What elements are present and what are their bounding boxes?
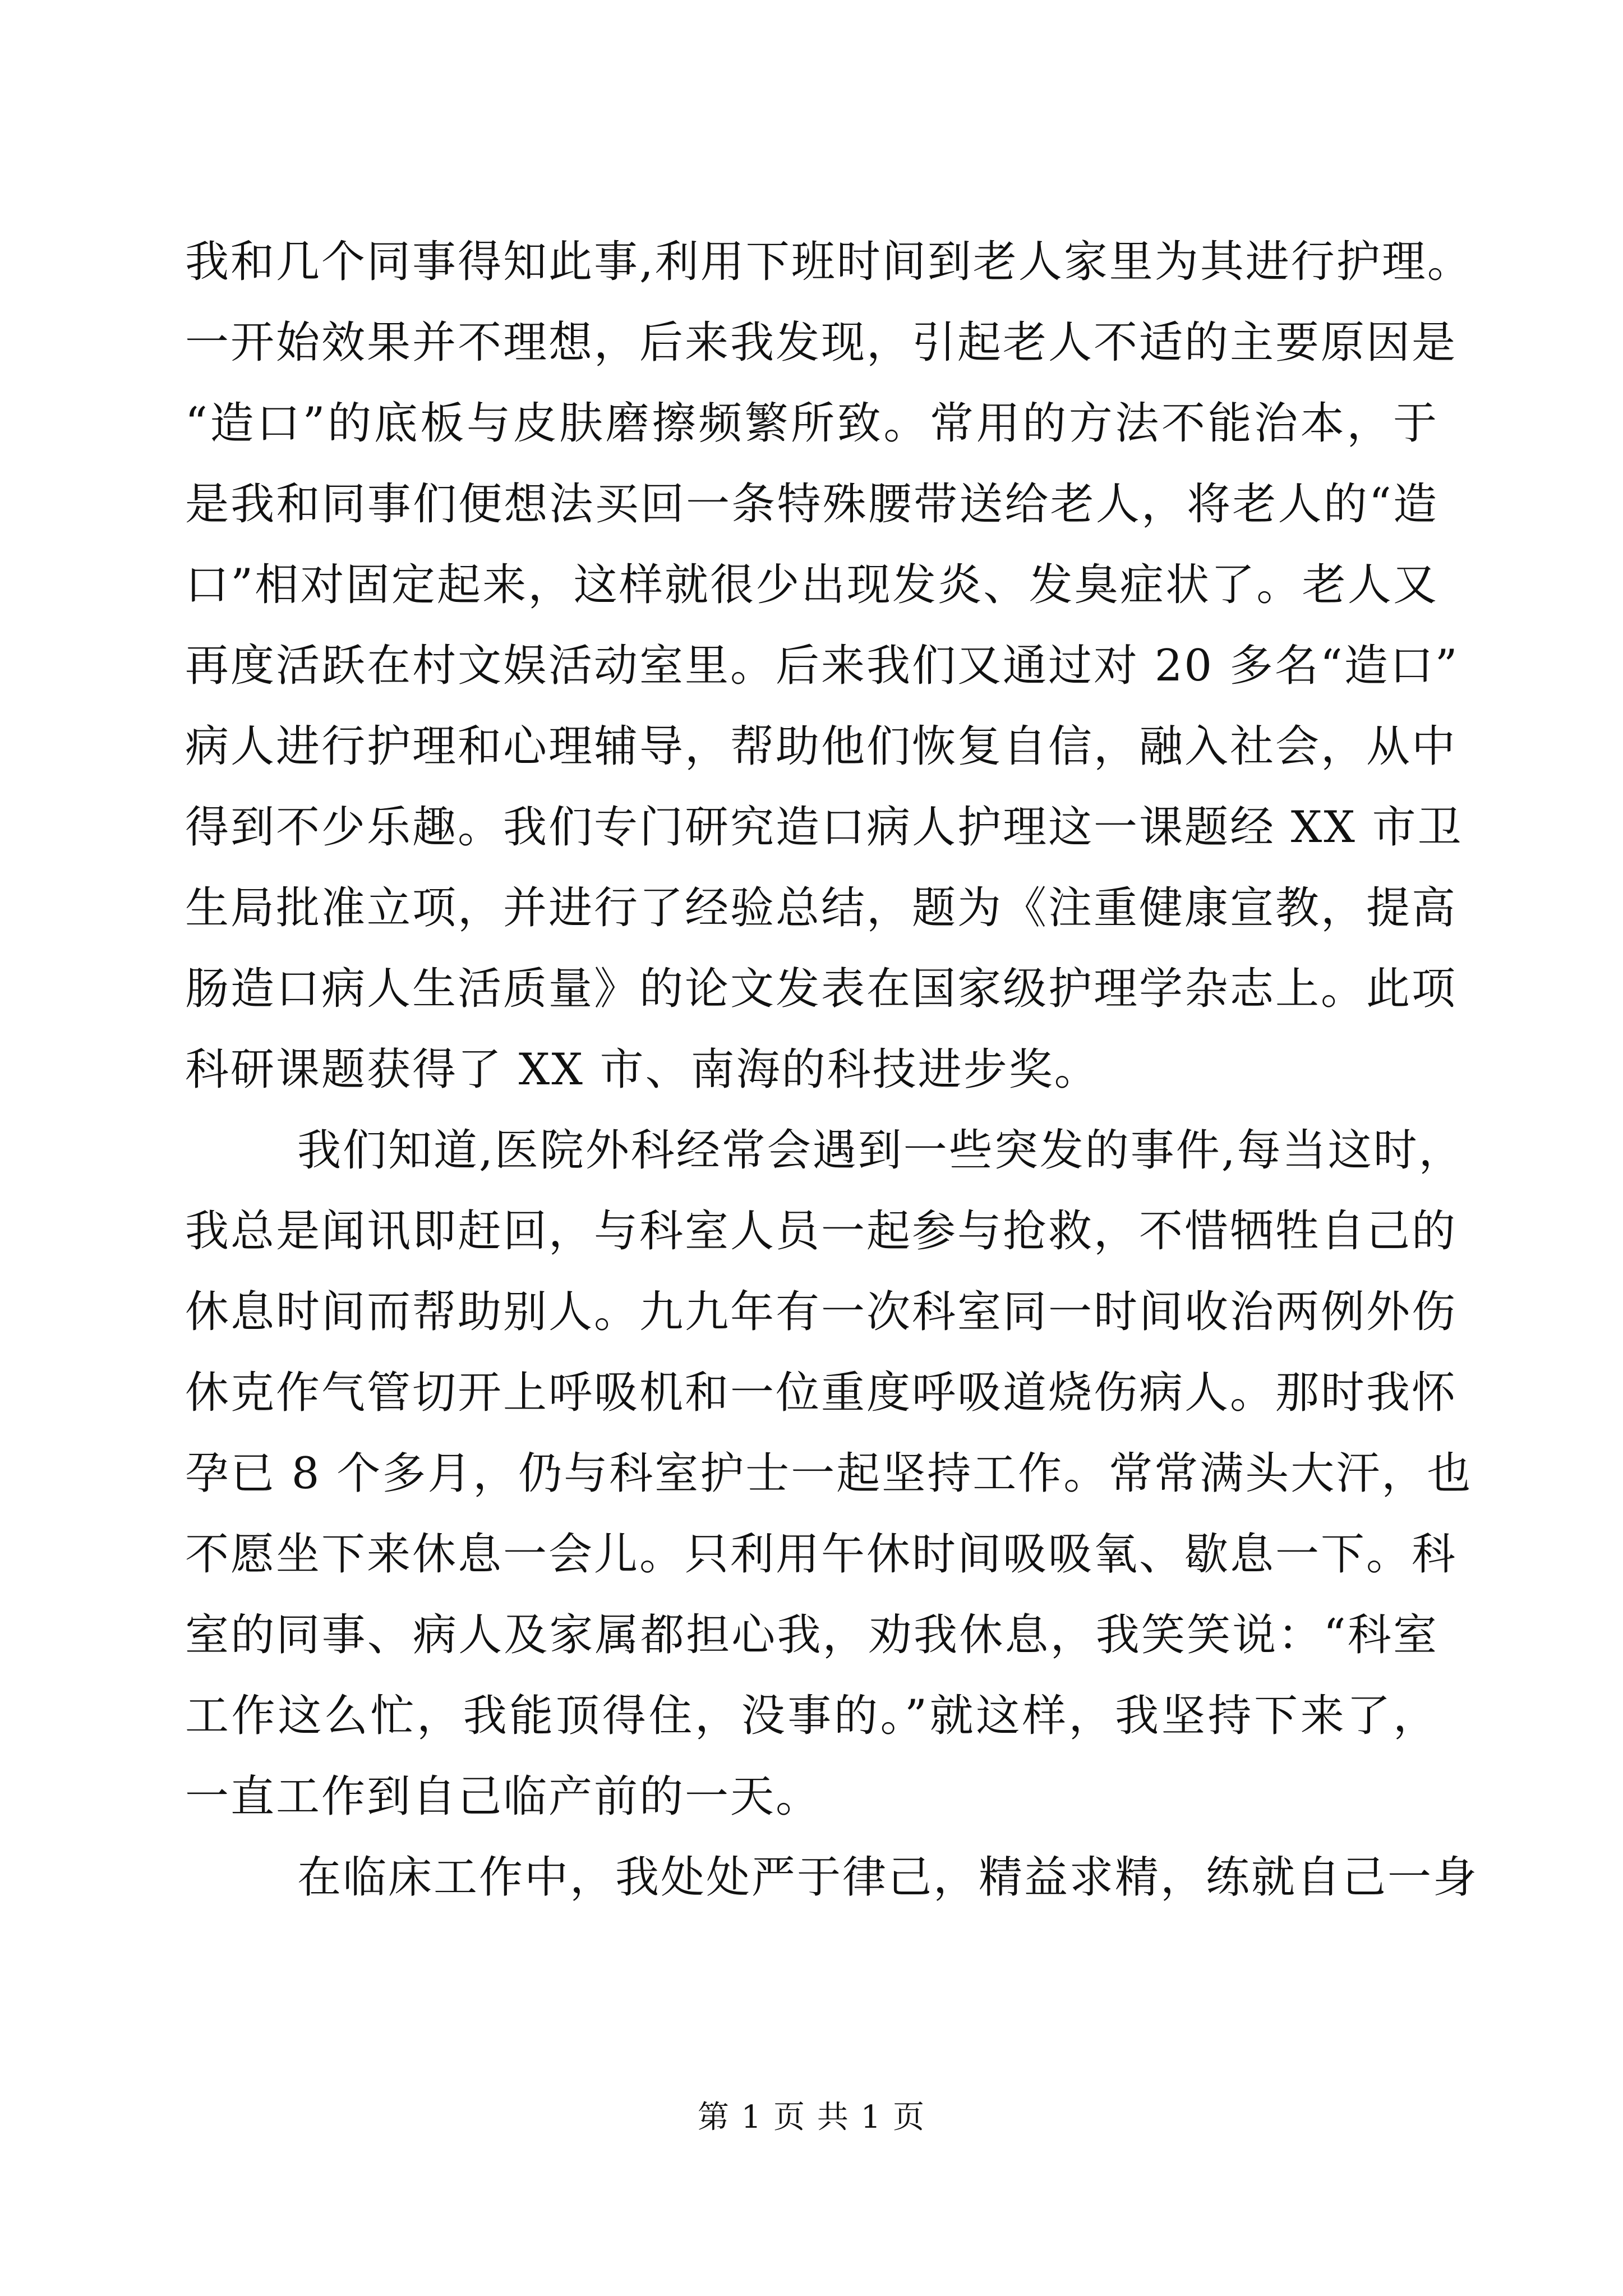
page-footer: 第 1 页 共 1 页 [697, 2099, 926, 2136]
text-line: 孕已 8 个多月，仍与科室护士一起坚持工作。常常满头大汗，也 [185, 1448, 1473, 1499]
text-line: 得到不少乐趣。我们专门研究造口病人护理这一课题经 XX 市卫 [185, 802, 1463, 853]
text-line: 一开始效果并不理想，后来我发现，引起老人不适的主要原因是 [185, 318, 1458, 368]
text-line: “造口”的底板与皮肤磨擦频繁所致。常用的方法不能治本，于 [185, 398, 1438, 449]
text-line: 生局批准立项，并进行了经验总结，题为《注重健康宣教，提高 [185, 883, 1458, 933]
text-line: 不愿坐下来休息一会儿。只利用午休时间吸吸氧、歇息一下。科 [185, 1529, 1458, 1580]
text-line: 一直工作到自己临产前的一天。 [185, 1772, 822, 1822]
paragraph-start-line: 我们知道,医院外科经常会遇到一些突发的事件,每当这时， [297, 1125, 1464, 1176]
text-line: 是我和同事们便想法买回一条特殊腰带送给老人，将老人的“造 [185, 479, 1438, 530]
text-line: 工作这么忙，我能顶得住，没事的。”就这样，我坚持下来了， [185, 1691, 1438, 1741]
text-line: 病人进行护理和心理辅导，帮助他们恢复自信，融入社会，从中 [185, 721, 1458, 772]
text-line: 休息时间而帮助别人。九九年有一次科室同一时间收治两例外伤 [185, 1287, 1458, 1337]
text-line: 再度活跃在村文娱活动室里。后来我们又通过对 20 多名“造口” [185, 641, 1459, 691]
text-line: 科研课题获得了 XX 市、南海的科技进步奖。 [185, 1045, 1100, 1095]
text-line: 我总是闻讯即赶回，与科室人员一起参与抢救，不惜牺牲自己的 [185, 1206, 1458, 1257]
text-line: 我和几个同事得知此事,利用下班时间到老人家里为其进行护理。 [185, 237, 1473, 287]
paragraph-start-line: 在临床工作中，我处处严于律己，精益求精，练就自己一身 [297, 1852, 1479, 1903]
text-line: 休克作气管切开上呼吸机和一位重度呼吸道烧伤病人。那时我怀 [185, 1368, 1458, 1418]
text-line: 口”相对固定起来，这样就很少出现发炎、发臭症状了。老人又 [185, 560, 1438, 610]
text-line: 肠造口病人生活质量》的论文发表在国家级护理学杂志上。此项 [185, 964, 1458, 1014]
text-line: 室的同事、病人及家属都担心我，劝我休息，我笑笑说：“科室 [185, 1610, 1438, 1660]
document-body [185, 222, 1479, 1918]
